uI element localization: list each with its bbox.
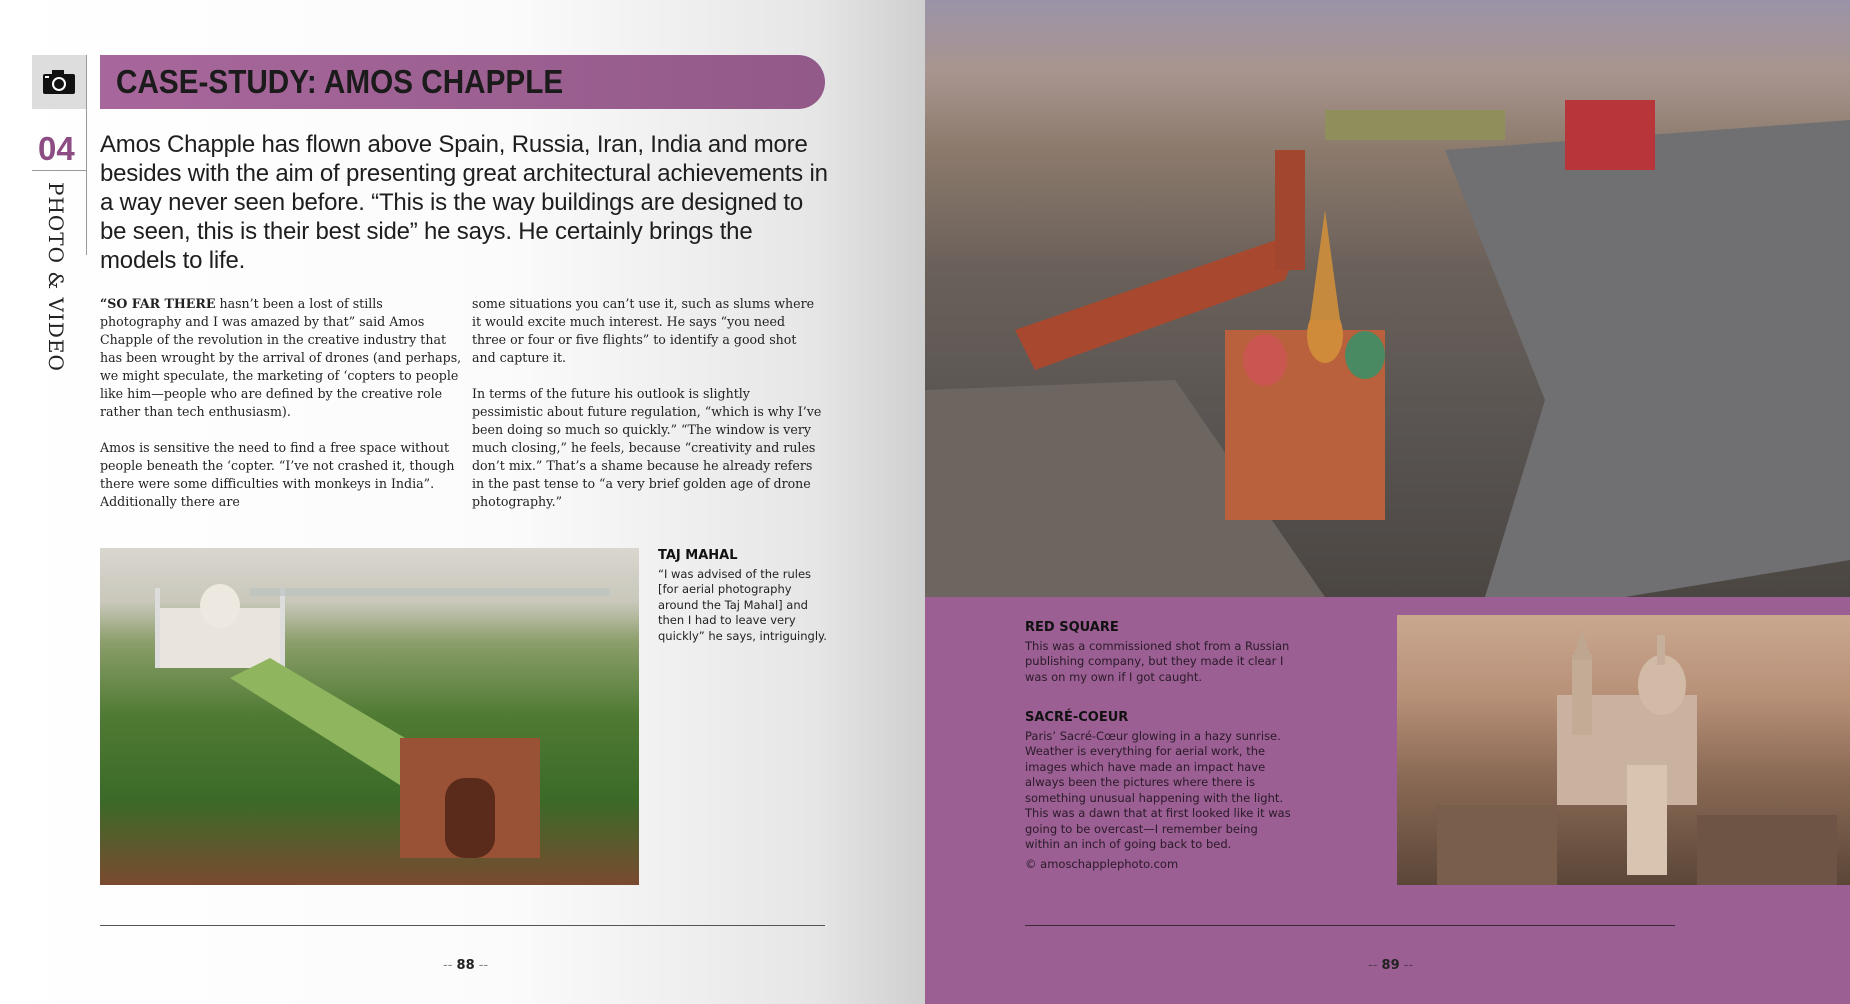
page-title: CASE-STUDY: AMOS CHAPPLE <box>116 63 564 100</box>
taj-mahal-caption <box>658 548 828 644</box>
caption-title: SACRÉ-COEUR <box>1025 710 1129 725</box>
caption-text: Paris’ Sacré-Cœur glowing in a hazy sunrise. Weather is everything for aerial work, the images which have made an impact have always been the pictures where there is something unusual happening with the light. This was a dawn that at first looked like it was going to be overcast—I remember being within an inch of going back to bed. <box>1025 728 1291 851</box>
caption-title: TAJ MAHAL <box>658 548 738 563</box>
sacre-coeur-photo <box>1397 615 1850 885</box>
red-square-caption <box>1025 620 1295 685</box>
page-number-value: 89 <box>1381 958 1400 973</box>
dash: -- <box>478 958 489 973</box>
body-column-1 <box>100 295 465 529</box>
dash: -- <box>1368 958 1378 973</box>
caption-text: “I was advised of the rules [for aerial photography around the Taj Mahal] and then I had to leave very quickly” he says, intriguingly. <box>658 566 827 643</box>
page-number <box>1368 958 1413 973</box>
camera-icon-box <box>32 55 86 109</box>
divider <box>86 55 87 255</box>
red-square-illustration <box>925 0 1850 597</box>
footer-rule <box>100 925 825 926</box>
red-square-photo <box>925 0 1850 597</box>
title-banner <box>100 55 825 109</box>
dash: -- <box>443 958 453 973</box>
right-page <box>925 0 1850 1004</box>
camera-icon <box>42 69 76 95</box>
body-column-2 <box>472 295 822 529</box>
paragraph <box>100 295 465 421</box>
lead-in: “SO FAR THERE <box>100 296 216 311</box>
taj-mahal-illustration <box>100 548 639 885</box>
sacre-coeur-caption <box>1025 710 1295 872</box>
caption-text: This was a commissioned shot from a Russian publishing company, but they made it clear I was on my own if I got caught. <box>1025 638 1290 684</box>
taj-mahal-photo <box>100 548 639 885</box>
paragraph: Amos is sensitive the need to find a free space without people beneath the ‘copter. “I’ve not crashed it, though there were some difficulties with monkeys in India”. Additionally there are <box>100 440 455 509</box>
section-number: 04 <box>38 130 75 167</box>
sacre-coeur-illustration <box>1397 615 1850 885</box>
section-label: PHOTO & VIDEO <box>44 182 68 372</box>
photo-credit: © amoschapplephoto.com <box>1025 856 1179 871</box>
divider <box>32 170 86 171</box>
caption-title: RED SQUARE <box>1025 620 1119 635</box>
paragraph: In terms of the future his outlook is slightly pessimistic about future regulation, “which is why I’ve been doing so much so quickly.” “The window is very much closing,” he feels, because “creativity and rules don’t mix.” That’s a shame because he already refers in the past tense to “a very brief golden age of drone photography.” <box>472 386 822 509</box>
paragraph-text: hasn’t been a lost of stills photography and I was amazed by that” said Amos Chapple of the revolution in the creative industry that has been wrought by the arrival of drones (and perhaps, we might speculate, the marketing of ‘copters to people like him—people who are defined by the creative role rather than tech enthusiasm). <box>100 296 462 419</box>
paragraph: some situations you can’t use it, such as slums where it would excite much interest. He says “you need three or four or five flights” to identify a good shot and capture it. <box>472 296 815 365</box>
intro-text: Amos Chapple has flown above Spain, Russia, Iran, India and more besides with the aim of presenting great architectural achievements in a way never seen before. “This is the way buildings are designed to be seen, this is their best side” he says. He certainly brings the models to life. <box>100 131 828 274</box>
footer-rule <box>1025 925 1675 926</box>
page-number <box>443 958 488 973</box>
dash: -- <box>1403 958 1414 973</box>
page-number-value: 88 <box>456 958 475 973</box>
